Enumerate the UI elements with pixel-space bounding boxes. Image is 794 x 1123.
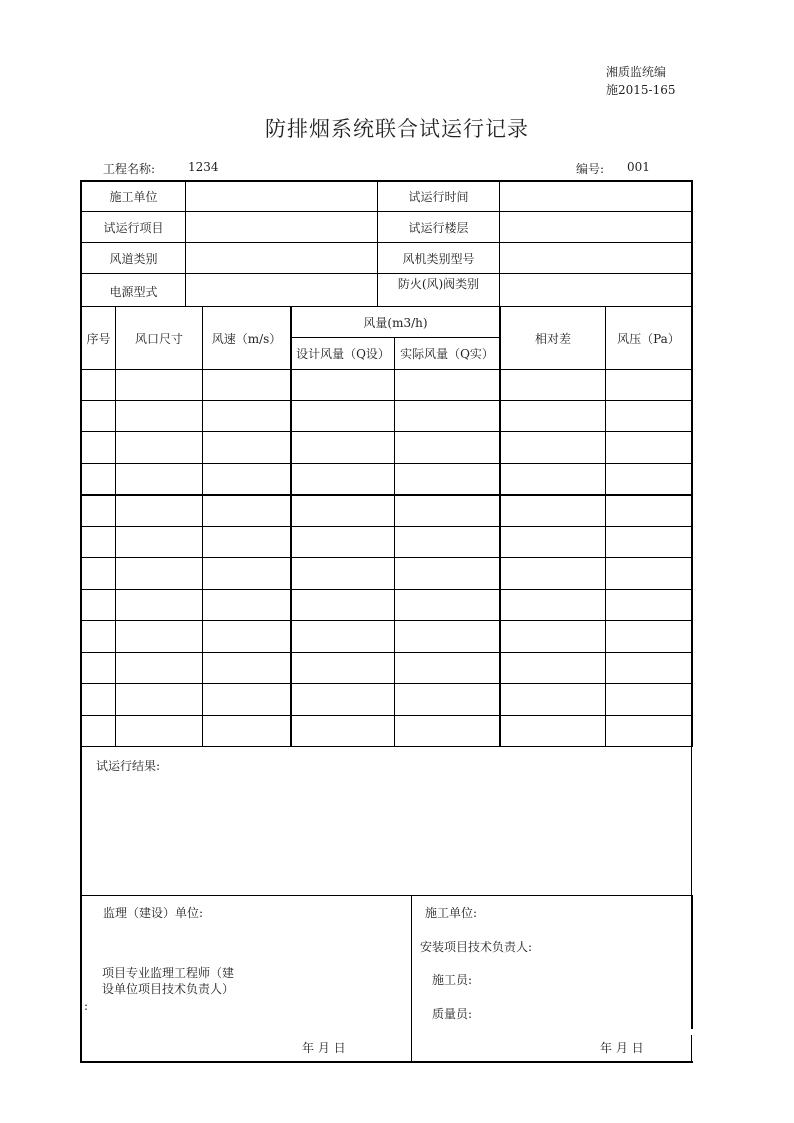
- column-relative-diff: 相对差: [534, 331, 571, 346]
- supervision-engineer-line1: 项目专业监理工程师（建: [102, 966, 235, 980]
- trial-item-label: 试运行项目: [103, 220, 164, 235]
- tech-lead-label: 安装项目技术负责人:: [420, 940, 533, 954]
- date-right: 年 月 日: [600, 1041, 644, 1055]
- number-label: 编号:: [576, 162, 605, 176]
- supervision-unit-label: 监理（建设）单位:: [103, 906, 204, 920]
- fan-model-label: 风机类别型号: [402, 251, 475, 266]
- form-code-line1: 湘质监统编: [606, 65, 667, 79]
- column-actual-volume: 实际风量（Q实）: [400, 347, 494, 361]
- column-air-pressure: 风压（Pa）: [617, 331, 680, 346]
- quality-inspector-label: 质量员:: [432, 1007, 473, 1021]
- column-outlet-size: 风口尺寸: [134, 331, 183, 346]
- trial-floor-label: 试运行楼层: [408, 220, 469, 235]
- power-type-label: 电源型式: [109, 284, 158, 299]
- date-left: 年 月 日: [302, 1041, 346, 1055]
- supervision-engineer-colon: :: [84, 999, 89, 1013]
- column-design-volume: 设计风量（Q设）: [296, 347, 390, 361]
- trial-result-label: 试运行结果:: [96, 759, 161, 773]
- constructor-label: 施工员:: [432, 973, 473, 987]
- column-air-volume: 风量(m3/h): [363, 315, 428, 330]
- supervision-engineer-line2: 设单位项目技术负责人）: [102, 982, 235, 996]
- damper-type-label: 防火(风)阀类别: [397, 276, 480, 291]
- number-value: 001: [627, 160, 650, 174]
- construction-unit-sign-label: 施工单位:: [425, 906, 478, 920]
- project-name-label: 工程名称:: [103, 162, 156, 176]
- trial-time-label: 试运行时间: [408, 190, 469, 204]
- column-seq: 序号: [86, 331, 111, 346]
- duct-type-label: 风道类别: [109, 251, 158, 266]
- form-code-line2: 施2015-165: [606, 83, 676, 97]
- column-air-speed: 风速（m/s）: [211, 331, 282, 346]
- project-name-value: 1234: [188, 160, 219, 174]
- page-title: 防排烟系统联合试运行记录: [265, 117, 529, 141]
- construction-unit-label: 施工单位: [109, 190, 158, 204]
